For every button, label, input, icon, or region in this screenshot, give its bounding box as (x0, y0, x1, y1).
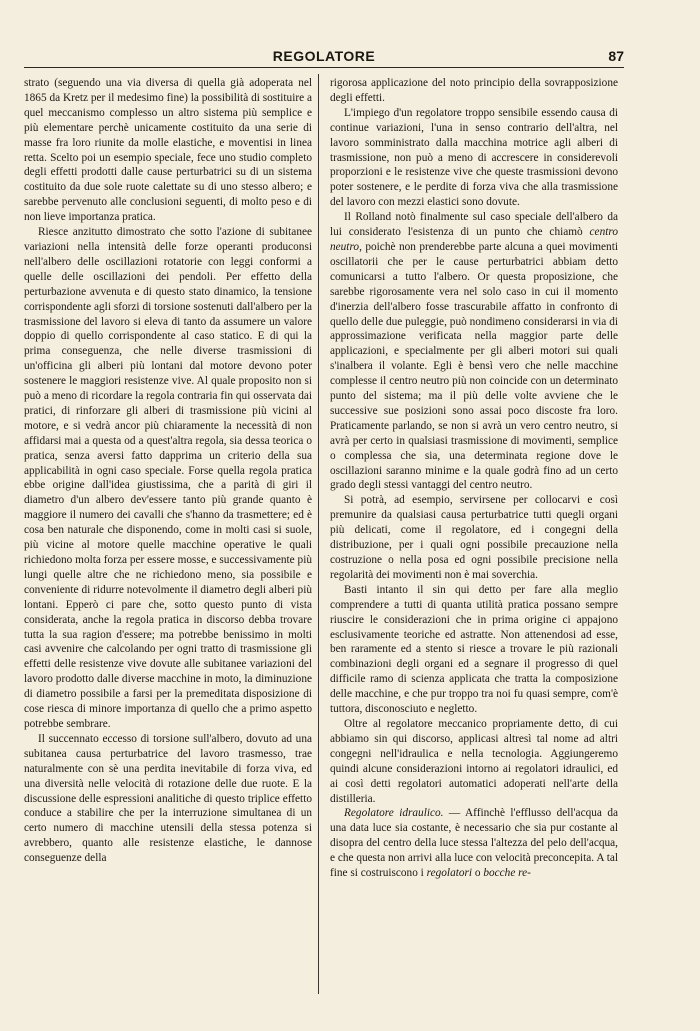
text-run: o (472, 867, 484, 880)
header-rule (24, 67, 624, 68)
text-run: , poichè non prenderebbe parte alcuna a quei movimenti oscillatorii che per le cause perturbatrici abbiam detto comunicarsi a tutto l'albero. Or questa proposizione, che sarebbe rigorosamente vera nel solo caso in cui il momento d'inerzia dell'albero fosse trascurabile affatto in confronto di quello delle due puleggie, può nondimeno considerarsi in via di approssimazione verificata nella maggior parte delle applicazioni, e specialmente per gli alberi motori sui quali s'inalbera il volante. Egli è bensì vero che nelle macchine complesse il centro neutro più non coincide con un determinato punto del sistema; ma il più delle volte avviene che le successive sue posizioni sono assai poco discoste fra loro. Praticamente parlando, se non si avrà un vero centro neutro, si avrà per certo in qualsiasi trasmissione di movimenti, semplice o complessa che sia, una determinata regione dove le oscillazioni saranno minime e la quale godrà fino ad un certo grado degli stessi vantaggi del centro neutro. (330, 240, 618, 492)
running-header (24, 44, 624, 66)
page-title: REGOLATORE (272, 48, 376, 64)
paragraph: L'impiego d'un regolatore troppo sensibile essendo causa di continue variazioni, l'una in senso contrario dell'altra, nel lavoro somministrato dalla macchina motrice agli alberi di trasmissione, non può a meno di accrescere in considerevoli proporzioni e le resistenze vive che queste trasmissioni devono poter sostenere, e le perdite di forza viva che alla trasmissione del lavoro con mezzi elastici sono dovute. (330, 106, 618, 209)
paragraph: Il succennato eccesso di torsione sull'albero, dovuto ad una subitanea causa perturbatrice del lavoro trasmesso, trae naturalmente con sè una perdita inevitabile di forza viva, ed una diversità nelle velocità di rotazione delle due ruote. E la discussione delle espressioni analitiche di questo triplice effetto conduce a stabilire che per la interruzione simultanea di un certo numero di macchine utensili della stessa potenza si avrebbero, quanto alle resistenze elastiche, le dannose conseguenze della (24, 732, 312, 865)
paragraph: Basti intanto il sin qui detto per fare alla meglio comprendere a tutti di quanta utilità pratica possano sempre riuscire le considerazioni che in prima origine ci appajono esclusivamente teoriche ed astratte. Non attenendosi ad esse, ben raramente ed a stento si riesce a trovare le più razionali combinazioni degli organi ed a segnare il progresso di quel difficile ramo di scienza applicata che tratta la composizione delle macchine, e che pur troppo tra noi fu quasi sempre, com'è tuttora, disconosciuto e negletto. (330, 583, 618, 716)
text-run: — Affinchè l'efflusso dell'acqua da una data luce sia costante, è necessario che sia pur costante al disopra del centro della luce stessa l'altezza del pelo dell'acqua, e che questa non arrivi alla luce con velocità preconcepita. A tal fine si costruiscono i (330, 807, 618, 880)
right-column (330, 76, 618, 996)
paragraph (330, 806, 618, 881)
paragraph: strato (seguendo una via diversa di quella già adoperata nel 1865 da Kretz per il medesimo fine) la possibilità di sostituire a quel meccanismo complesso un altro sistema più semplice e più elementare perchè unicamente costituito da una serie di masse fra loro riunite da molle elastiche, e moventisi in linea retta. Scelto poi un esempio speciale, fece uno studio completo degli effetti prodotti dalle cause perturbatrici su di un sistema costituito da due sole ruote calettate su di uno stesso albero; e sarebbe pervenuto alle conclusioni seguenti, di molto peso e di non lieve importanza pratica. (24, 77, 312, 224)
paragraph: Oltre al regolatore meccanico propriamente detto, di cui abbiamo sin qui discorso, applicasi altresì tal nome ad altri congegni nell'idraulica e nella tecnologia. Aggiungeremo quindi alcune considerazioni intorno ai regolatori idraulici, ed ai così detti regolatori automatici adoperati nell'arte della distilleria. (330, 717, 618, 805)
italic-term: centro neutro (330, 226, 618, 253)
column-divider (318, 74, 319, 994)
italic-term: bocche re- (483, 867, 531, 880)
paragraph: Riesce anzitutto dimostrato che sotto l'azione di subitanee variazioni nella intensità delle forze operanti produconsi nell'albero delle oscillazioni rotatorie con leggi conformi a quelle delle oscillazioni dei pendoli. Per effetto della perturbazione avvenuta e di questo stato dinamico, la tensione corrispondente agli sforzi di torsione sostenuti dall'albero per la trasmissione del lavoro si eleva di tanto da assumere un valore doppio di quello corrispondente al caso statico. E di qui la prima conseguenza, che nelle diverse trasmissioni di un'officina gli alberi più lontani dal motore devono poter sostenere le maggiori resistenze vive. Al quale proposito non si può a meno di ricordare la regola contraria fin qui osservata dai pratici, di rinforzare gli alberi di trasmissione più vicini al motore, e si vedrà ancor più chiaramente la necessità di non affidarsi mai a questa od a quest'altra regola, sia dessa teorica o pratica, senza aversi fatto dapprima un criterio della sua applicabilità in ogni caso speciale. Forse quella regola pratica ebbe origine dall'idea giustissima, che a parità di giri il diametro d'un albero dev'essere tanto più grande quanto è maggiore il numero dei cavalli che s'hanno da trasmettere; ed è cosa ben naturale che disponendo, come in molti casi si suole, più vicine al motore quelle macchine operative le quali richiedono molta forza per essere mosse, e successivamente più lungi quelle altre che ne richiedono meno, sia possibile e conveniente di ridurre notevolmente il diametro degli alberi più lontani. Epperò ci pare che, sotto questo punto di vista considerata, anche la regola pratica in discorso debba trovare tutta la sua ragion d'essere; ma potrebbe benissimo in molti casi avvenire che calcolando per ogni tratto di trasmissione gli effetti delle resistenze vive dovute alle subitanee variazioni del lavoro prodotto dalle diverse macchine in moto, la diminuzione di diametro possibile a farsi per la premeditata disposizione di cose riesca di minore importanza di quello che a primo aspetto potrebbe sembrare. (24, 226, 312, 730)
section-lead: Regolatore idraulico. (344, 807, 444, 820)
page-number: 87 (608, 48, 624, 64)
paragraph: rigorosa applicazione del noto principio della sovrapposizione degli effetti. (330, 77, 618, 104)
paragraph: Si potrà, ad esempio, servirsene per collocarvi e così premunire da qualsiasi causa perturbatrice tutti quegli organi più delicati, come il regolatore, ed i congegni della distribuzione, per i quali ogni possibile precauzione nella costruzione o nella posa ed ogni possibile precisione nella regolarità dei movimenti non è mai soverchia. (330, 494, 618, 581)
italic-term: regolatori (426, 867, 473, 880)
left-column (24, 76, 312, 996)
text-run: Il Rolland notò finalmente sul caso speciale dell'albero da lui considerato l'esistenza di un punto che chiamò (330, 211, 618, 239)
paragraph (330, 210, 618, 493)
